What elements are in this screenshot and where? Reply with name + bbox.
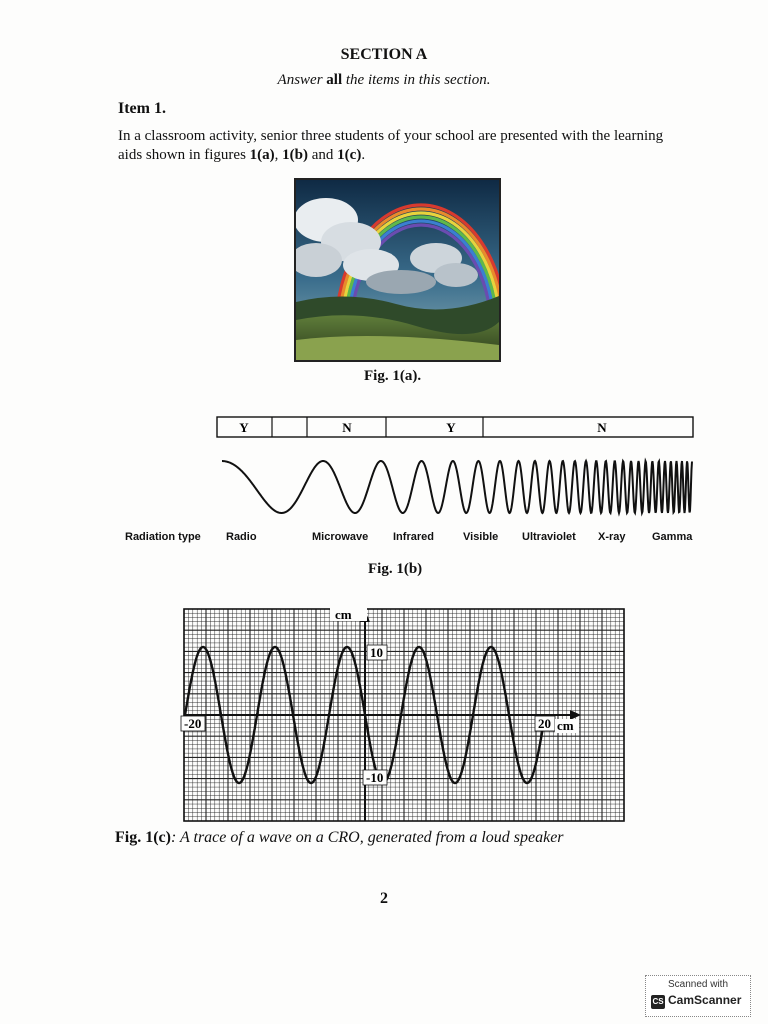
x-tick-min: -20 <box>184 716 202 731</box>
y-axis-unit: cm <box>335 607 352 622</box>
camscanner-icon: CS <box>651 995 665 1009</box>
radiation-type-label: Radiation type <box>125 531 201 543</box>
cro-trace-chart <box>180 604 630 826</box>
x-tick-max: 20 <box>538 716 551 731</box>
page-number: 2 <box>380 890 388 907</box>
section-instruction: Answer all the items in this section. <box>277 72 491 88</box>
fig-1c-caption: Fig. 1(c): A trace of a wave on a CRO, generated from a loud speaker <box>115 829 564 846</box>
spectrum-figure <box>210 412 700 520</box>
item-question-text: In a classroom activity, senior three students of your school are presented with the learning aids shown in figures 1(a), 1(b) and 1(c). <box>118 128 664 163</box>
band-label-1: Y <box>239 420 249 435</box>
band-label-2: N <box>342 420 352 435</box>
band-label-4: N <box>597 420 607 435</box>
rainbow-landscape-image <box>296 180 499 360</box>
fig-1b-caption: Fig. 1(b) <box>368 561 423 577</box>
camscanner-watermark <box>645 975 751 1017</box>
y-tick-min: -10 <box>366 770 384 785</box>
item-label: Item 1. <box>118 100 166 117</box>
section-title: SECTION A <box>340 46 428 63</box>
radiation-microwave: Microwave <box>312 531 369 543</box>
x-axis-unit: cm <box>557 718 574 733</box>
rainbow-photo <box>294 178 501 362</box>
radiation-visible: Visible <box>463 531 499 543</box>
radiation-gamma: Gamma <box>652 531 693 543</box>
scanner-caption: Scanned with <box>667 979 729 990</box>
radiation-ultraviolet: Ultraviolet <box>522 531 576 543</box>
fig-1a-caption: Fig. 1(a). <box>364 368 422 384</box>
y-tick-max: 10 <box>370 645 383 660</box>
band-label-3: Y <box>446 420 456 435</box>
scanner-brand: CamScanner <box>668 993 742 1007</box>
radiation-xray: X-ray <box>598 531 626 543</box>
radiation-infrared: Infrared <box>393 531 434 543</box>
radiation-radio: Radio <box>226 531 257 543</box>
spectrum-wave <box>222 461 692 513</box>
